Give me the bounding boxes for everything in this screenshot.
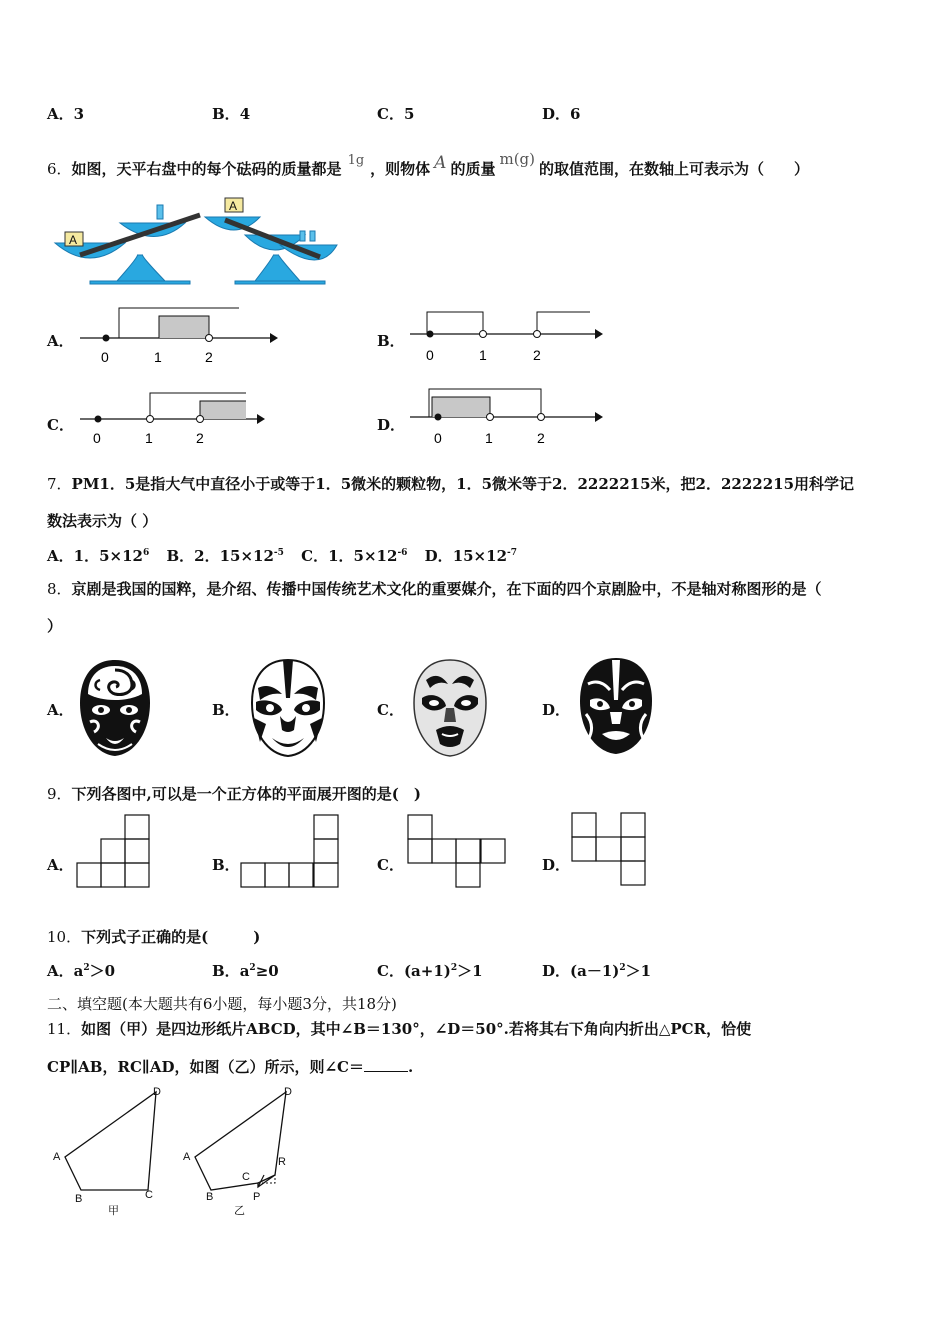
svg-text:2: 2	[537, 430, 545, 446]
q7-option-c: C．1．$5\times 12^{-6}$	[301, 547, 408, 565]
q9-option-d-label: D．	[542, 856, 571, 874]
cube-net-d	[571, 812, 649, 890]
svg-text:A: A	[53, 1151, 61, 1163]
q7-stem-line1: 7．PM1．5是指大气中直径小于或等于1．5微米的颗粒物，1．5微米等于2．2222215米，把2．2222215用科学记	[47, 475, 855, 493]
q7-options	[47, 545, 517, 566]
number-line-b	[405, 300, 605, 370]
svg-text:1: 1	[154, 349, 162, 365]
number-line-c	[75, 385, 275, 455]
q8-option-b-label: B．	[212, 701, 240, 719]
svg-text:P: P	[253, 1191, 261, 1203]
balance-right	[205, 217, 337, 284]
svg-text:C: C	[145, 1189, 153, 1201]
balance-scales-figure	[45, 195, 345, 290]
svg-text:2: 2	[196, 430, 204, 446]
q9-option-a-label: A．	[47, 856, 74, 874]
q9-option-b-label: B．	[212, 856, 240, 874]
q6-option-d-label: D．	[377, 416, 406, 434]
svg-text:0: 0	[93, 430, 101, 446]
q8-option-a-label: A．	[47, 701, 74, 719]
svg-text:0: 0	[426, 347, 434, 363]
q10-stem: 10．下列式子正确的是( )	[47, 928, 261, 946]
q9-option-c-label: C．	[377, 856, 404, 874]
svg-text:1: 1	[485, 430, 493, 446]
q6-option-c-label: C．	[47, 416, 74, 434]
q6-option-b-label: B．	[377, 332, 405, 350]
q9-stem: 9．下列各图中,可以是一个正方体的平面展开图的是( )	[47, 785, 421, 803]
svg-text:甲: 甲	[108, 1205, 119, 1217]
opera-mask-d-icon	[578, 656, 654, 756]
cube-net-c	[407, 814, 507, 890]
q5-option-b: B．4	[212, 105, 251, 123]
object-a-label-right: A	[229, 199, 238, 213]
cube-net-b	[240, 814, 340, 890]
quadrilateral-figure-yi	[178, 1085, 308, 1215]
svg-text:1: 1	[145, 430, 153, 446]
q10-option-c: C．$(a+1)^2>1$	[377, 962, 483, 980]
number-line-a	[75, 300, 275, 370]
section-2-heading: 二、填空题(本大题共有6小题，每小题3分，共18分)	[47, 995, 397, 1013]
q10-option-b: B．$a^2\ge 0$	[212, 962, 279, 980]
q5-option-d: D．6	[542, 105, 581, 123]
quadrilateral-figure-jia	[48, 1085, 178, 1215]
q6-option-a-label: A．	[47, 332, 74, 350]
svg-text:2: 2	[533, 347, 541, 363]
svg-text:C: C	[242, 1171, 250, 1183]
q11-stem-line1: 11．如图（甲）是四边形纸片ABCD，其中∠B＝130°，∠D＝50°.若将其右下角向内折出△PCR，恰使	[47, 1020, 752, 1038]
cube-net-a	[76, 814, 152, 890]
svg-text:D: D	[284, 1086, 292, 1098]
svg-text:乙: 乙	[234, 1205, 245, 1217]
answer-blank[interactable]	[364, 1059, 408, 1072]
q5-option-c: C．5	[377, 105, 415, 123]
q8-stem-line1: 8．京剧是我国的国粹，是介绍、传播中国传统艺术文化的重要媒介，在下面的四个京剧脸中，不是轴对称图形的是（	[47, 580, 822, 598]
svg-text:R: R	[278, 1156, 286, 1168]
q7-stem-line2: 数法表示为（ ）	[47, 512, 158, 530]
svg-text:D: D	[153, 1086, 161, 1098]
svg-text:B: B	[75, 1193, 83, 1205]
q8-stem-line2: ）	[47, 617, 63, 635]
q7-option-a: A．1．$5\times 12^6$	[47, 547, 150, 565]
q7-option-d: D．$15\times 12^{-7}$	[424, 547, 518, 565]
svg-text:1: 1	[479, 347, 487, 363]
svg-text:A: A	[183, 1151, 191, 1163]
q6-stem: 6．如图，天平右盘中的每个砝码的质量都是 1g ，则物体 A 的质量m(g)的取值范围，在数轴上可表示为（ ）	[47, 150, 810, 178]
opera-mask-b-icon	[250, 658, 326, 758]
svg-text:0: 0	[101, 349, 109, 365]
q8-option-d-label: D．	[542, 701, 571, 719]
q10-option-d: D．$(a-1)^2>1$	[542, 962, 652, 980]
svg-text:0: 0	[434, 430, 442, 446]
opera-mask-c-icon	[412, 658, 488, 758]
q10-option-a: A．$a^2>0$	[47, 962, 116, 980]
q5-option-a: A．3	[47, 105, 85, 123]
q8-option-c-label: C．	[377, 701, 404, 719]
object-a-label-left: A	[69, 233, 78, 247]
number-line-d	[405, 385, 605, 455]
svg-text:2: 2	[205, 349, 213, 365]
opera-mask-a-icon	[78, 658, 152, 758]
q7-option-b: B．2．$15\times 12^{-5}$	[166, 547, 284, 565]
svg-text:B: B	[206, 1191, 214, 1203]
q11-stem-line2: CP∥AB，RC∥AD，如图（乙）所示，则∠C＝ .	[47, 1058, 414, 1076]
